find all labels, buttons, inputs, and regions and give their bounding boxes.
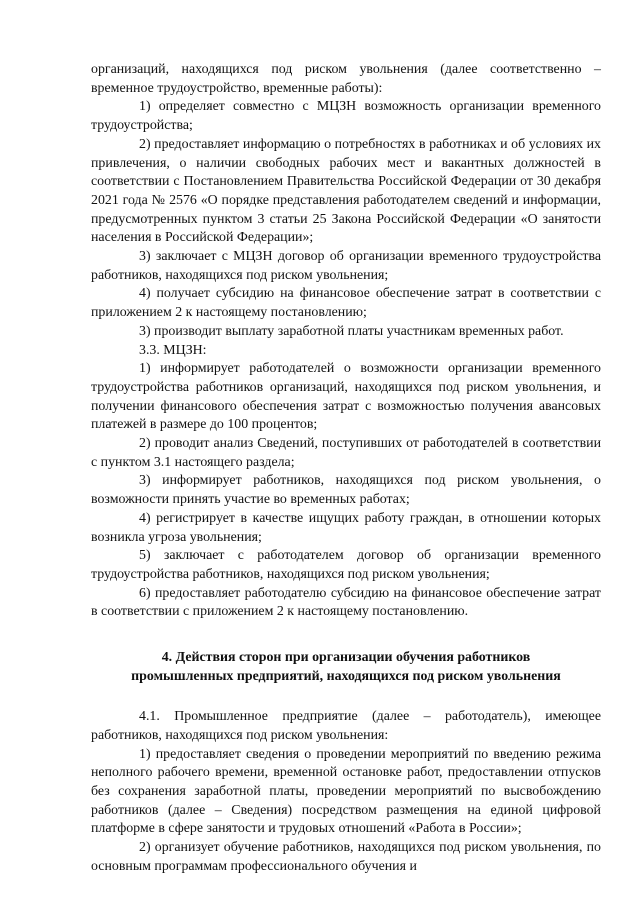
paragraph: 2) предоставляет информацию о потребностях в работниках и об условиях их привлечения, о наличии свободных рабочих мест и вакантных должностей в соответствии с Постановлением Правительства Российской Федерации от 30 декабря 2021 года № 2576 «О порядке представления работодателем сведений и информации, предусмотренных пунктом 3 статьи 25 Закона Российской Федерации «О занятости населения в Российской Федерации»; (91, 136, 601, 246)
paragraph: 4) получает субсидию на финансовое обеспечение затрат в соответствии с приложением 2 к настоящему постановлению; (91, 286, 601, 321)
paragraph: 3) заключает с МЦЗН договор об организации временного трудоустройства работников, находящихся под риском увольнения; (91, 249, 601, 283)
paragraph: 1) определяет совместно с МЦЗН возможность организации временного трудоустройства; (91, 99, 601, 134)
paragraph: 2) организует обучение работников, находящихся под риском увольнения, по основным программам профессионального обучения и (91, 840, 601, 874)
paragraph: 3) информирует работников, находящихся под риском увольнения, о возможности принять участие во временных работах; (91, 473, 601, 508)
section-heading (91, 648, 601, 686)
paragraph: 1) информирует работодателей о возможности организации временного трудоустройства работников организаций, находящихся под риском увольнения, и получении финансового обеспечения затрат с возможностью получения авансовых платежей в размере до 100 процентов; (91, 361, 601, 433)
document-body (91, 61, 601, 876)
paragraph: 5) заключает с работодателем договор об организации временного трудоустройства работников, находящихся под риском увольнения; (91, 548, 601, 582)
paragraph: организаций, находящихся под риском увольнения (далее соответственно – временное трудоустройство, временные работы): (91, 62, 601, 96)
subsection-label: 3.3. МЦЗН: (139, 342, 207, 358)
section-heading-line: 4. Действия сторон при организации обучения работников (161, 650, 531, 666)
section-heading-line: промышленных предприятий, находящихся под риском увольнения (131, 669, 561, 685)
paragraph: 4.1. Промышленное предприятие (далее – работодатель), имеющее работников, находящихся под риском увольнения: (91, 709, 601, 743)
paragraph: 3) производит выплату заработной платы участникам временных работ. (139, 323, 564, 339)
paragraph: 6) предоставляет работодателю субсидию на финансовое обеспечение затрат в соответствии с приложением 2 к настоящему постановлению. (91, 585, 601, 620)
paragraph: 4) регистрирует в качестве ищущих работу граждан, в отношении которых возникла угроза увольнения; (91, 510, 601, 545)
paragraph: 1) предоставляет сведения о проведении мероприятий по введению режима неполного рабочего времени, временной остановке работ, предоставлении отпусков без сохранения заработной платы, проведении мероприятий по высвобождению работников (далее – Сведения) посредством размещения на единой цифровой платформе в сфере занятости и трудовых отношений «Работа в России»; (91, 746, 601, 837)
paragraph: 2) проводит анализ Сведений, поступивших от работодателей в соответствии с пунктом 3.1 настоящего раздела; (91, 436, 601, 470)
